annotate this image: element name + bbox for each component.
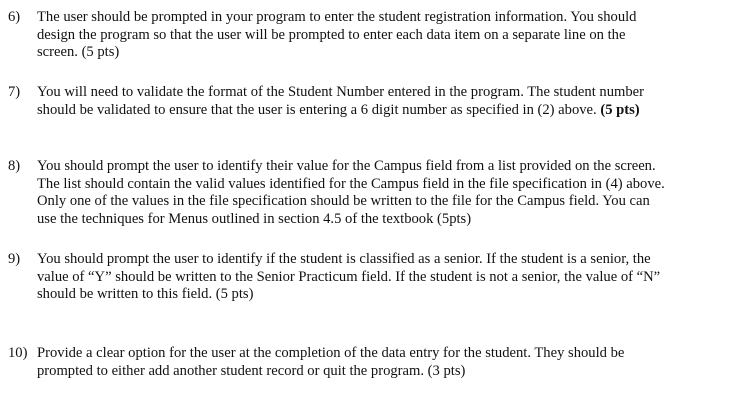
- requirement-item-9: [8, 251, 736, 304]
- item-number: 9): [8, 251, 21, 267]
- item-number: 8): [8, 158, 21, 174]
- requirement-item-10: [8, 345, 736, 380]
- text-line: Provide a clear option for the user at the completion of the data entry for the student. They should be: [37, 345, 625, 361]
- text-line: should be written to this field. (5 pts): [37, 286, 254, 302]
- text-line: The list should contain the valid values identified for the Campus field in the file specification in (4) above.: [37, 175, 665, 192]
- requirement-item-7: [8, 84, 736, 119]
- text-line-body: should be validated to ensure that the user is entering a 6 digit number as specified in (2) above.: [37, 101, 597, 118]
- requirement-item-6: [8, 9, 736, 62]
- item-text: [37, 251, 736, 304]
- item-text: [37, 9, 736, 62]
- item-number: 7): [8, 84, 21, 100]
- text-line: You will need to validate the format of the Student Number entered in the program. The student number: [37, 84, 644, 100]
- text-line: design the program so that the user will be prompted to enter each data item on a separate line on the: [37, 26, 626, 43]
- text-line: You should prompt the user to identify if the student is classified as a senior. If the student is a senior, the: [37, 251, 651, 267]
- text-line: Only one of the values in the file specification should be written to the file for the Campus field. You can: [37, 193, 650, 209]
- text-line: The user should be prompted in your program to enter the student registration information. You should: [37, 9, 637, 25]
- requirement-item-8: [8, 158, 736, 228]
- item-text: [37, 158, 736, 228]
- item-text: [37, 345, 736, 380]
- item-number: 6): [8, 9, 21, 25]
- text-line: screen. (5 pts): [37, 44, 120, 60]
- item-number: 10): [8, 345, 28, 361]
- text-line: You should prompt the user to identify their value for the Campus field from a list provided on the screen.: [37, 158, 656, 174]
- text-line: value of “Y” should be written to the Senior Practicum field. If the student is not a senior, the value of “N”: [37, 268, 661, 285]
- text-line: use the techniques for Menus outlined in section 4.5 of the textbook (5pts): [37, 210, 472, 227]
- text-line: [37, 102, 736, 120]
- points-label: (5 pts): [600, 101, 640, 118]
- item-text: [37, 84, 736, 119]
- text-line: prompted to either add another student record or quit the program. (3 pts): [37, 362, 466, 379]
